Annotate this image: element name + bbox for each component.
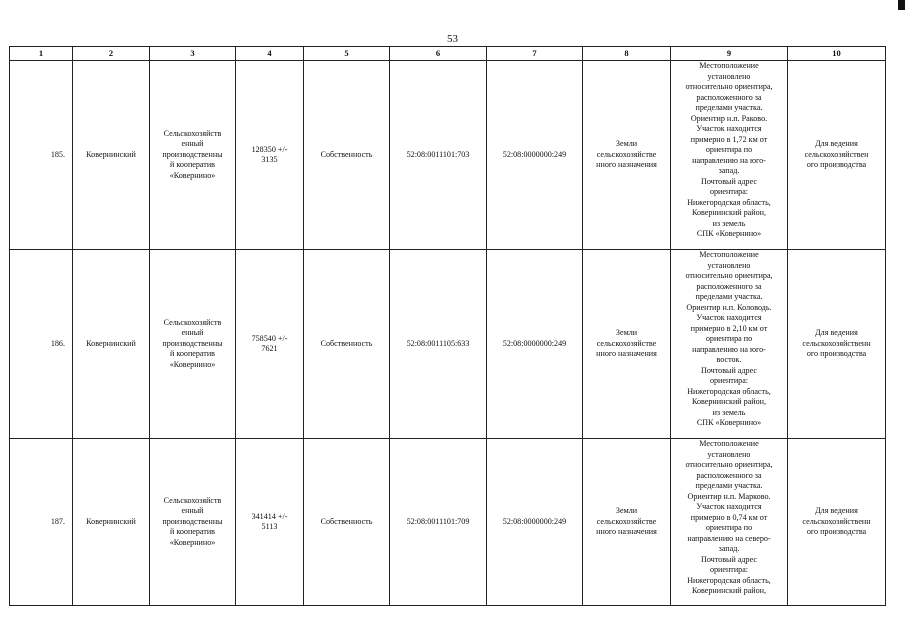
- permitted-use-cell-line: ого производства: [806, 349, 867, 359]
- location-cell-line: Участок находится: [696, 313, 762, 322]
- cadastral-number-cell: 52:08:0011105:633: [390, 250, 487, 439]
- location-cell: [671, 250, 788, 439]
- location-cell-line: примерно в 1,72 км от: [690, 134, 768, 144]
- owner-cell-line: енный: [181, 328, 204, 338]
- area-cell: [236, 439, 304, 606]
- permitted-use-cell-line: Для ведения: [815, 328, 858, 338]
- location-cell-line: СПК «Ковернино»: [696, 229, 762, 238]
- row-number: 187.: [10, 439, 73, 606]
- area-cell-line: 758540 +/-: [251, 333, 288, 343]
- owner-cell-line: «Ковернино»: [169, 359, 216, 369]
- land-category-cell: [583, 439, 671, 606]
- area-cell-line: 3135: [261, 155, 278, 164]
- owner-cell: [150, 250, 236, 439]
- header-col-6: 6: [390, 47, 487, 61]
- location-cell-line: расположенного за: [696, 92, 762, 102]
- location-cell-line: ориентира по: [705, 334, 753, 343]
- land-category-cell-line: нного назначения: [596, 349, 657, 359]
- area-cell: [236, 61, 304, 250]
- location-cell-line: направлению на юго-: [692, 155, 766, 165]
- permitted-use-cell-line: сельскохозяйственн: [802, 516, 871, 526]
- table-row: [10, 439, 886, 606]
- area-cell: [236, 250, 304, 439]
- land-category-cell-line: сельскохозяйстве: [596, 338, 657, 348]
- table-row: [10, 250, 886, 439]
- location-cell-line: запад.: [718, 166, 740, 175]
- permitted-use-cell: [788, 61, 886, 250]
- owner-cell-line: производственны: [162, 516, 223, 526]
- location-cell-line: установлено: [707, 449, 751, 459]
- owner-cell-line: й кооператив: [169, 160, 215, 170]
- table: [9, 46, 886, 606]
- owner-cell-line: «Ковернино»: [169, 170, 216, 180]
- permitted-use-cell-line: ого производства: [806, 160, 867, 170]
- location-cell-line: Почтовый адрес: [701, 365, 757, 375]
- location-cell-line: относительно ориентира,: [685, 460, 773, 469]
- header-col-8: 8: [583, 47, 671, 61]
- land-category-cell: [583, 250, 671, 439]
- permitted-use-cell-line: сельскохозяйствен: [804, 149, 869, 159]
- header-col-7: 7: [487, 47, 583, 61]
- permitted-use-cell-line: Для ведения: [815, 506, 858, 516]
- location-cell-line: ориентира по: [705, 145, 753, 154]
- district-cell: Ковернинский: [73, 61, 150, 250]
- location-cell-line: пределами участка.: [695, 481, 763, 490]
- location-cell-line: из земель: [712, 218, 746, 228]
- location-cell-line: ориентира:: [709, 565, 749, 574]
- table-body: [10, 61, 886, 606]
- location-cell-line: Нижегородская область,: [687, 386, 771, 396]
- location-cell-line: Ковернинский район,: [691, 397, 767, 406]
- location-cell-line: направлению на юго-: [692, 344, 766, 354]
- permitted-use-cell: [788, 250, 886, 439]
- location-cell-line: Ориентир н.п. Марково.: [687, 491, 771, 501]
- owner-cell: [150, 439, 236, 606]
- location-cell-line: установлено: [707, 260, 751, 270]
- right-type-cell: Собственность: [304, 250, 390, 439]
- location-cell-line: ориентира:: [709, 376, 749, 385]
- land-category-cell-line: Земли: [615, 328, 638, 338]
- location-cell-line: СПК «Ковернино»: [696, 418, 762, 427]
- header-col-5: 5: [304, 47, 390, 61]
- parent-cadastral-cell: 52:08:0000000:249: [487, 61, 583, 250]
- location-cell-line: пределами участка.: [695, 292, 763, 301]
- owner-cell-line: енный: [181, 506, 204, 516]
- owner-cell-line: Сельскохозяйств: [163, 128, 222, 138]
- permitted-use-cell-line: ого производства: [806, 527, 867, 537]
- parent-cadastral-cell: 52:08:0000000:249: [487, 250, 583, 439]
- area-cell-line: 7621: [261, 344, 278, 353]
- permitted-use-cell-line: сельскохозяйственн: [802, 338, 871, 348]
- location-cell: [671, 439, 788, 606]
- location-cell-line: запад.: [718, 544, 740, 553]
- location-cell-line: Ориентир н.п. Раково.: [690, 113, 768, 123]
- owner-cell: [150, 61, 236, 250]
- location-cell-line: Местоположение: [699, 61, 759, 70]
- location-cell-line: Местоположение: [699, 250, 759, 259]
- location-cell-line: Участок находится: [696, 124, 762, 133]
- district-cell: Ковернинский: [73, 250, 150, 439]
- area-cell-line: 341414 +/-: [251, 511, 288, 521]
- header-col-10: 10: [788, 47, 886, 61]
- location-cell-line: Ориентир н.п. Коловодь.: [686, 302, 772, 312]
- location-cell-line: расположенного за: [696, 470, 762, 480]
- area-cell-line: 5113: [261, 522, 278, 531]
- location-cell-line: Почтовый адрес: [701, 554, 757, 564]
- right-type-cell: Собственность: [304, 61, 390, 250]
- location-cell-line: Почтовый адрес: [701, 176, 757, 186]
- land-category-cell: [583, 61, 671, 250]
- row-number: 185.: [10, 61, 73, 250]
- land-plots-table: [9, 46, 885, 606]
- district-cell: Ковернинский: [73, 439, 150, 606]
- header-col-4: 4: [236, 47, 304, 61]
- land-category-cell-line: сельскохозяйстве: [596, 149, 657, 159]
- area-cell-line: 128350 +/-: [251, 144, 288, 154]
- corner-mark: [898, 0, 905, 10]
- location-cell: [671, 61, 788, 250]
- location-cell-line: установлено: [707, 71, 751, 81]
- location-cell-line: Местоположение: [699, 439, 759, 448]
- location-cell-line: Участок находится: [696, 502, 762, 511]
- owner-cell-line: й кооператив: [169, 349, 215, 359]
- right-type-cell: Собственность: [304, 439, 390, 606]
- land-category-cell-line: сельскохозяйстве: [596, 516, 657, 526]
- location-cell-line: относительно ориентира,: [685, 271, 773, 280]
- owner-cell-line: Сельскохозяйств: [163, 495, 222, 505]
- location-cell-line: Нижегородская область,: [687, 575, 771, 585]
- location-cell-line: из земель: [712, 407, 746, 417]
- land-category-cell-line: Земли: [615, 139, 638, 149]
- location-cell-line: примерно в 2,10 км от: [690, 323, 768, 333]
- permitted-use-cell-line: Для ведения: [815, 139, 858, 149]
- location-cell-line: пределами участка.: [695, 103, 763, 112]
- owner-cell-line: производственны: [162, 338, 223, 348]
- owner-cell-line: енный: [181, 139, 204, 149]
- header-row: [10, 47, 886, 61]
- table-row: [10, 61, 886, 250]
- owner-cell-line: Сельскохозяйств: [163, 317, 222, 327]
- permitted-use-cell: [788, 439, 886, 606]
- land-category-cell-line: нного назначения: [596, 160, 657, 170]
- cadastral-number-cell: 52:08:0011101:703: [390, 61, 487, 250]
- location-cell-line: Ковернинский район,: [691, 586, 767, 595]
- land-category-cell-line: Земли: [615, 506, 638, 516]
- location-cell-line: ориентира:: [709, 187, 749, 196]
- location-cell-line: расположенного за: [696, 281, 762, 291]
- owner-cell-line: «Ковернино»: [169, 537, 216, 547]
- owner-cell-line: й кооператив: [169, 527, 215, 537]
- page-number: 53: [447, 33, 458, 45]
- header-col-9: 9: [671, 47, 788, 61]
- parent-cadastral-cell: 52:08:0000000:249: [487, 439, 583, 606]
- location-cell-line: примерно в 0,74 км от: [690, 512, 768, 522]
- location-cell-line: ориентира по: [705, 523, 753, 532]
- cadastral-number-cell: 52:08:0011101:709: [390, 439, 487, 606]
- land-category-cell-line: нного назначения: [596, 527, 657, 537]
- location-cell-line: Ковернинский район,: [691, 208, 767, 217]
- location-cell-line: Нижегородская область,: [687, 197, 771, 207]
- owner-cell-line: производственны: [162, 149, 223, 159]
- header-col-1: 1: [10, 47, 73, 61]
- header-col-2: 2: [73, 47, 150, 61]
- location-cell-line: восток.: [716, 355, 742, 364]
- row-number: 186.: [10, 250, 73, 439]
- location-cell-line: направлению на северо-: [687, 533, 771, 543]
- header-col-3: 3: [150, 47, 236, 61]
- location-cell-line: относительно ориентира,: [685, 82, 773, 91]
